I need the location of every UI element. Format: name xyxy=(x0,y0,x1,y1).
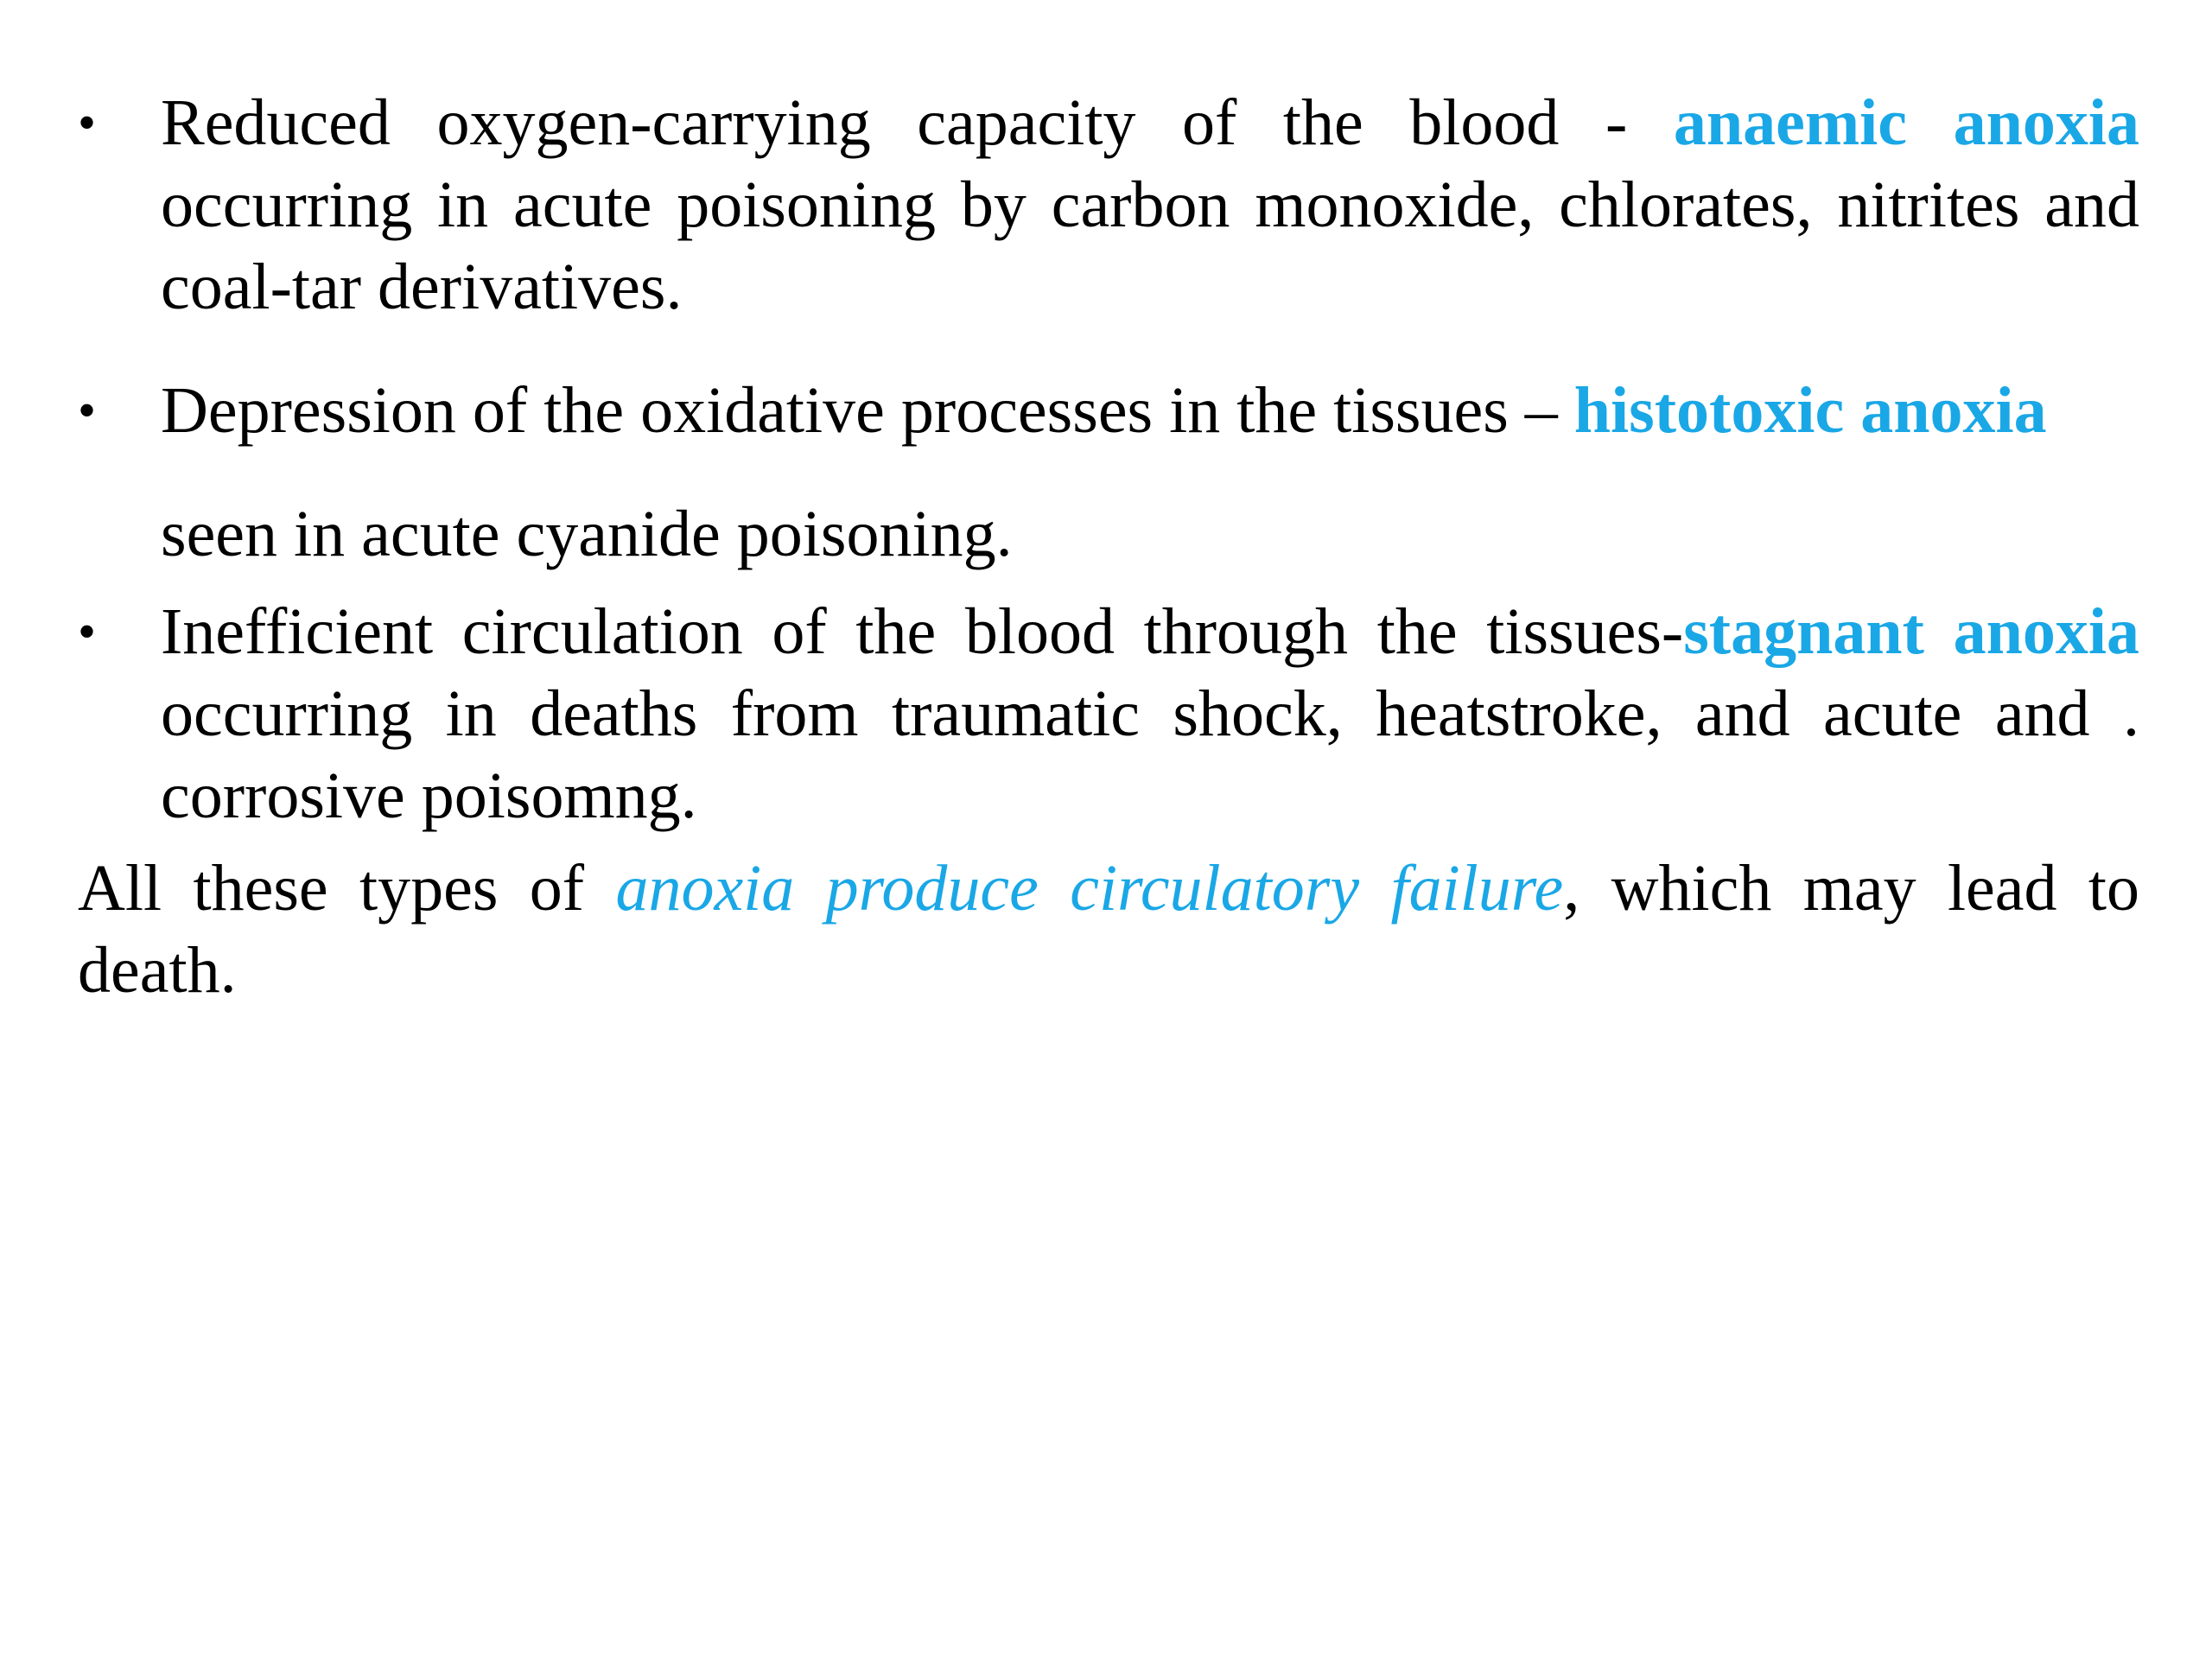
bullet-icon: • xyxy=(78,382,97,439)
summary-paragraph xyxy=(78,848,2139,1012)
bullet-item-anaemic-anoxia xyxy=(78,82,2139,328)
summary-highlight: anoxia produce circulatory failure xyxy=(615,852,1564,925)
highlight-term: anaemic anoxia xyxy=(1673,86,2139,159)
highlight-term: histotoxic anoxia xyxy=(1573,374,2047,447)
summary-text-after: , which may lead to death. xyxy=(78,852,2139,1007)
bullet-icon: • xyxy=(78,603,97,660)
bullet-item-histotoxic-anoxia xyxy=(78,370,2139,575)
bullet-text-before: Inefficient circulation of the blood through the tissues- xyxy=(161,595,1684,668)
summary-text-before: All these types of xyxy=(78,852,616,925)
highlight-term: stagnant anoxia xyxy=(1683,595,2139,668)
bullet-text-after: occurring in deaths from traumatic shock, heatstroke, and acute and . corrosive poisomng. xyxy=(161,677,2139,832)
bullet-text-before: Depression of the oxidative processes in the tissues – xyxy=(161,374,1574,447)
bullet-text-before: Reduced oxygen-carrying capacity of the blood - xyxy=(161,86,1674,159)
bullet-icon: • xyxy=(78,94,97,151)
slide-content xyxy=(78,82,2139,1012)
bullet-text-after: occurring in acute poisoning by carbon monoxide, chlorates, nitrites and coal-tar derivatives. xyxy=(161,168,2139,323)
bullet-text-after: seen in acute cyanide poisoning. xyxy=(161,498,1013,570)
bullet-list xyxy=(78,82,2139,837)
bullet-item-stagnant-anoxia xyxy=(78,591,2139,837)
